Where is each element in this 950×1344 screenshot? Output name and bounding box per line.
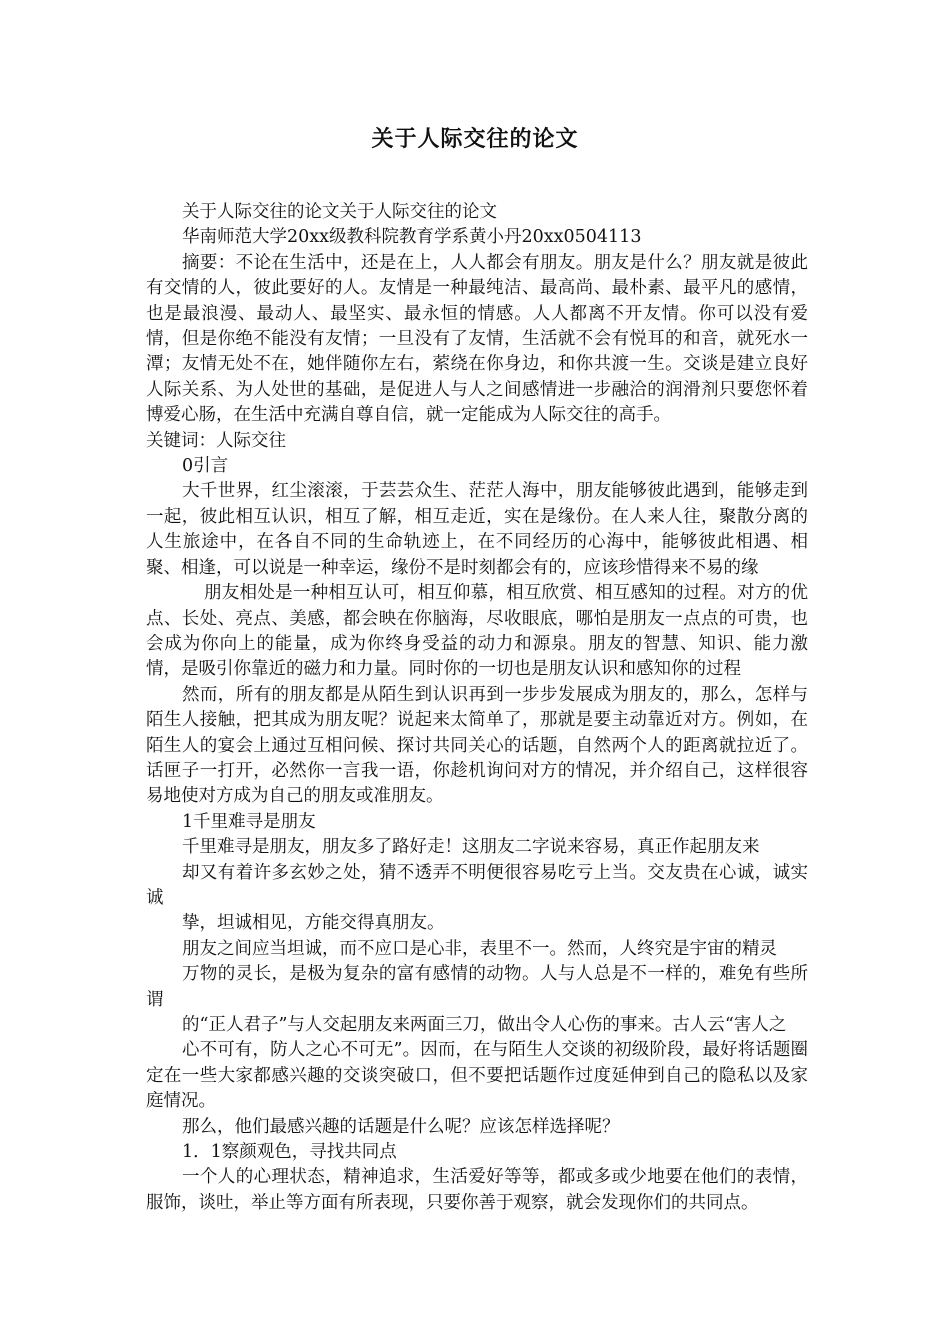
paragraph: 却又有着许多玄妙之处，猜不透弄不明便很容易吃亏上当。交友贵在心诚，诚实诚 — [146, 862, 808, 908]
paragraph: 朋友之间应当坦诚，而不应口是心非，表里不一。然而，人终究是宇宙的精灵 — [182, 938, 777, 959]
paragraph: 心不可有，防人之心不可无”。因而，在与陌生人交谈的初级阶段，最好将话题圈定在一些大家都感兴趣的交谈突破口，但不要把话题作过度延伸到自己的隐私以及家庭情况。 — [146, 1040, 808, 1112]
document-body — [146, 200, 808, 1216]
paragraph: 大千世界，红尘滚滚，于芸芸众生、茫茫人海中，朋友能够彼此遇到，能够走到一起，彼此相互认识，相互了解，相互走近，实在是缘份。在人来人往，聚散分离的人生旅途中，在各自不同的生命轨迹上，在不同经历的心海中，能够彼此相遇、相聚、相逢，可以说是一种幸运，缘份不是时刻都会有的，应该珍惜得来不易的缘 — [146, 481, 808, 578]
paragraph: 1．1察颜观色，寻找共同点 — [182, 1142, 397, 1163]
paragraph: 一个人的心理状态，精神追求，生活爱好等等，都或多或少地要在他们的表情，服饰，谈吐，举止等方面有所表现，只要你善于观察，就会发现你们的共同点。 — [146, 1167, 808, 1213]
paragraph: 华南师范大学20xx级教科院教育学系黄小丹20xx0504113 — [182, 227, 642, 248]
paragraph: 那么，他们最感兴趣的话题是什么呢？应该怎样选择呢？ — [182, 1116, 620, 1137]
paragraph: 万物的灵长，是极为复杂的富有感情的动物。人与人总是不一样的，难免有些所谓 — [146, 964, 808, 1010]
paragraph: 挚，坦诚相见，方能交得真朋友。 — [182, 913, 445, 934]
paragraph: 朋友相处是一种相互认可，相互仰慕，相互欣赏、相互感知的过程。对方的优点、长处、亮点、美感，都会映在你脑海，尽收眼底，哪怕是朋友一点点的可贵，也会成为你向上的能量，成为你终身受益的动力和源泉。朋友的智慧、知识、能力激情，是吸引你靠近的磁力和力量。同时你的一切也是朋友认识和感知你的过程 — [146, 583, 808, 680]
paragraph: 千里难寻是朋友，朋友多了路好走！这朋友二字说来容易，真正作起朋友来 — [182, 837, 760, 858]
paragraph: 关于人际交往的论文关于人际交往的论文 — [182, 202, 497, 222]
paragraph: 关键词：人际交往 — [146, 430, 286, 451]
document-title: 关于人际交往的论文 — [371, 126, 579, 152]
paragraph: 1千里难寻是朋友 — [182, 811, 316, 832]
paragraph: 0引言 — [182, 456, 229, 477]
paragraph: 摘要：不论在生活中，还是在上，人人都会有朋友。朋友是什么？朋友就是彼此有交情的人，彼此要好的人。友情是一种最纯洁、最高尚、最朴素、最平凡的感情，也是最浪漫、最动人、最坚实、最永恒的情感。人人都离不开友情。你可以没有爱情，但是你绝不能没有友情；一旦没有了友情，生活就不会有悦耳的和音，就死水一潭；友情无处不在，她伴随你左右，萦绕在你身边，和你共渡一生。交谈是建立良好人际关系、为人处世的基础，是促进人与人之间感情进一步融洽的润滑剂只要您怀着博爱心肠，在生活中充满自尊自信，就一定能成为人际交往的高手。 — [146, 252, 808, 426]
paragraph: 的“正人君子”与人交起朋友来两面三刀，做出令人心伤的事来。古人云“害人之 — [182, 1015, 787, 1035]
paragraph: 然而，所有的朋友都是从陌生到认识再到一步步发展成为朋友的，那么，怎样与陌生人接触，把其成为朋友呢？说起来太简单了，那就是要主动靠近对方。例如，在陌生人的宴会上通过互相问候、探讨共同关心的话题，自然两个人的距离就拉近了。话匣子一打开，必然你一言我一语，你趁机询问对方的情况，并介绍自己，这样很容易地使对方成为自己的朋友或准朋友。 — [146, 684, 808, 807]
